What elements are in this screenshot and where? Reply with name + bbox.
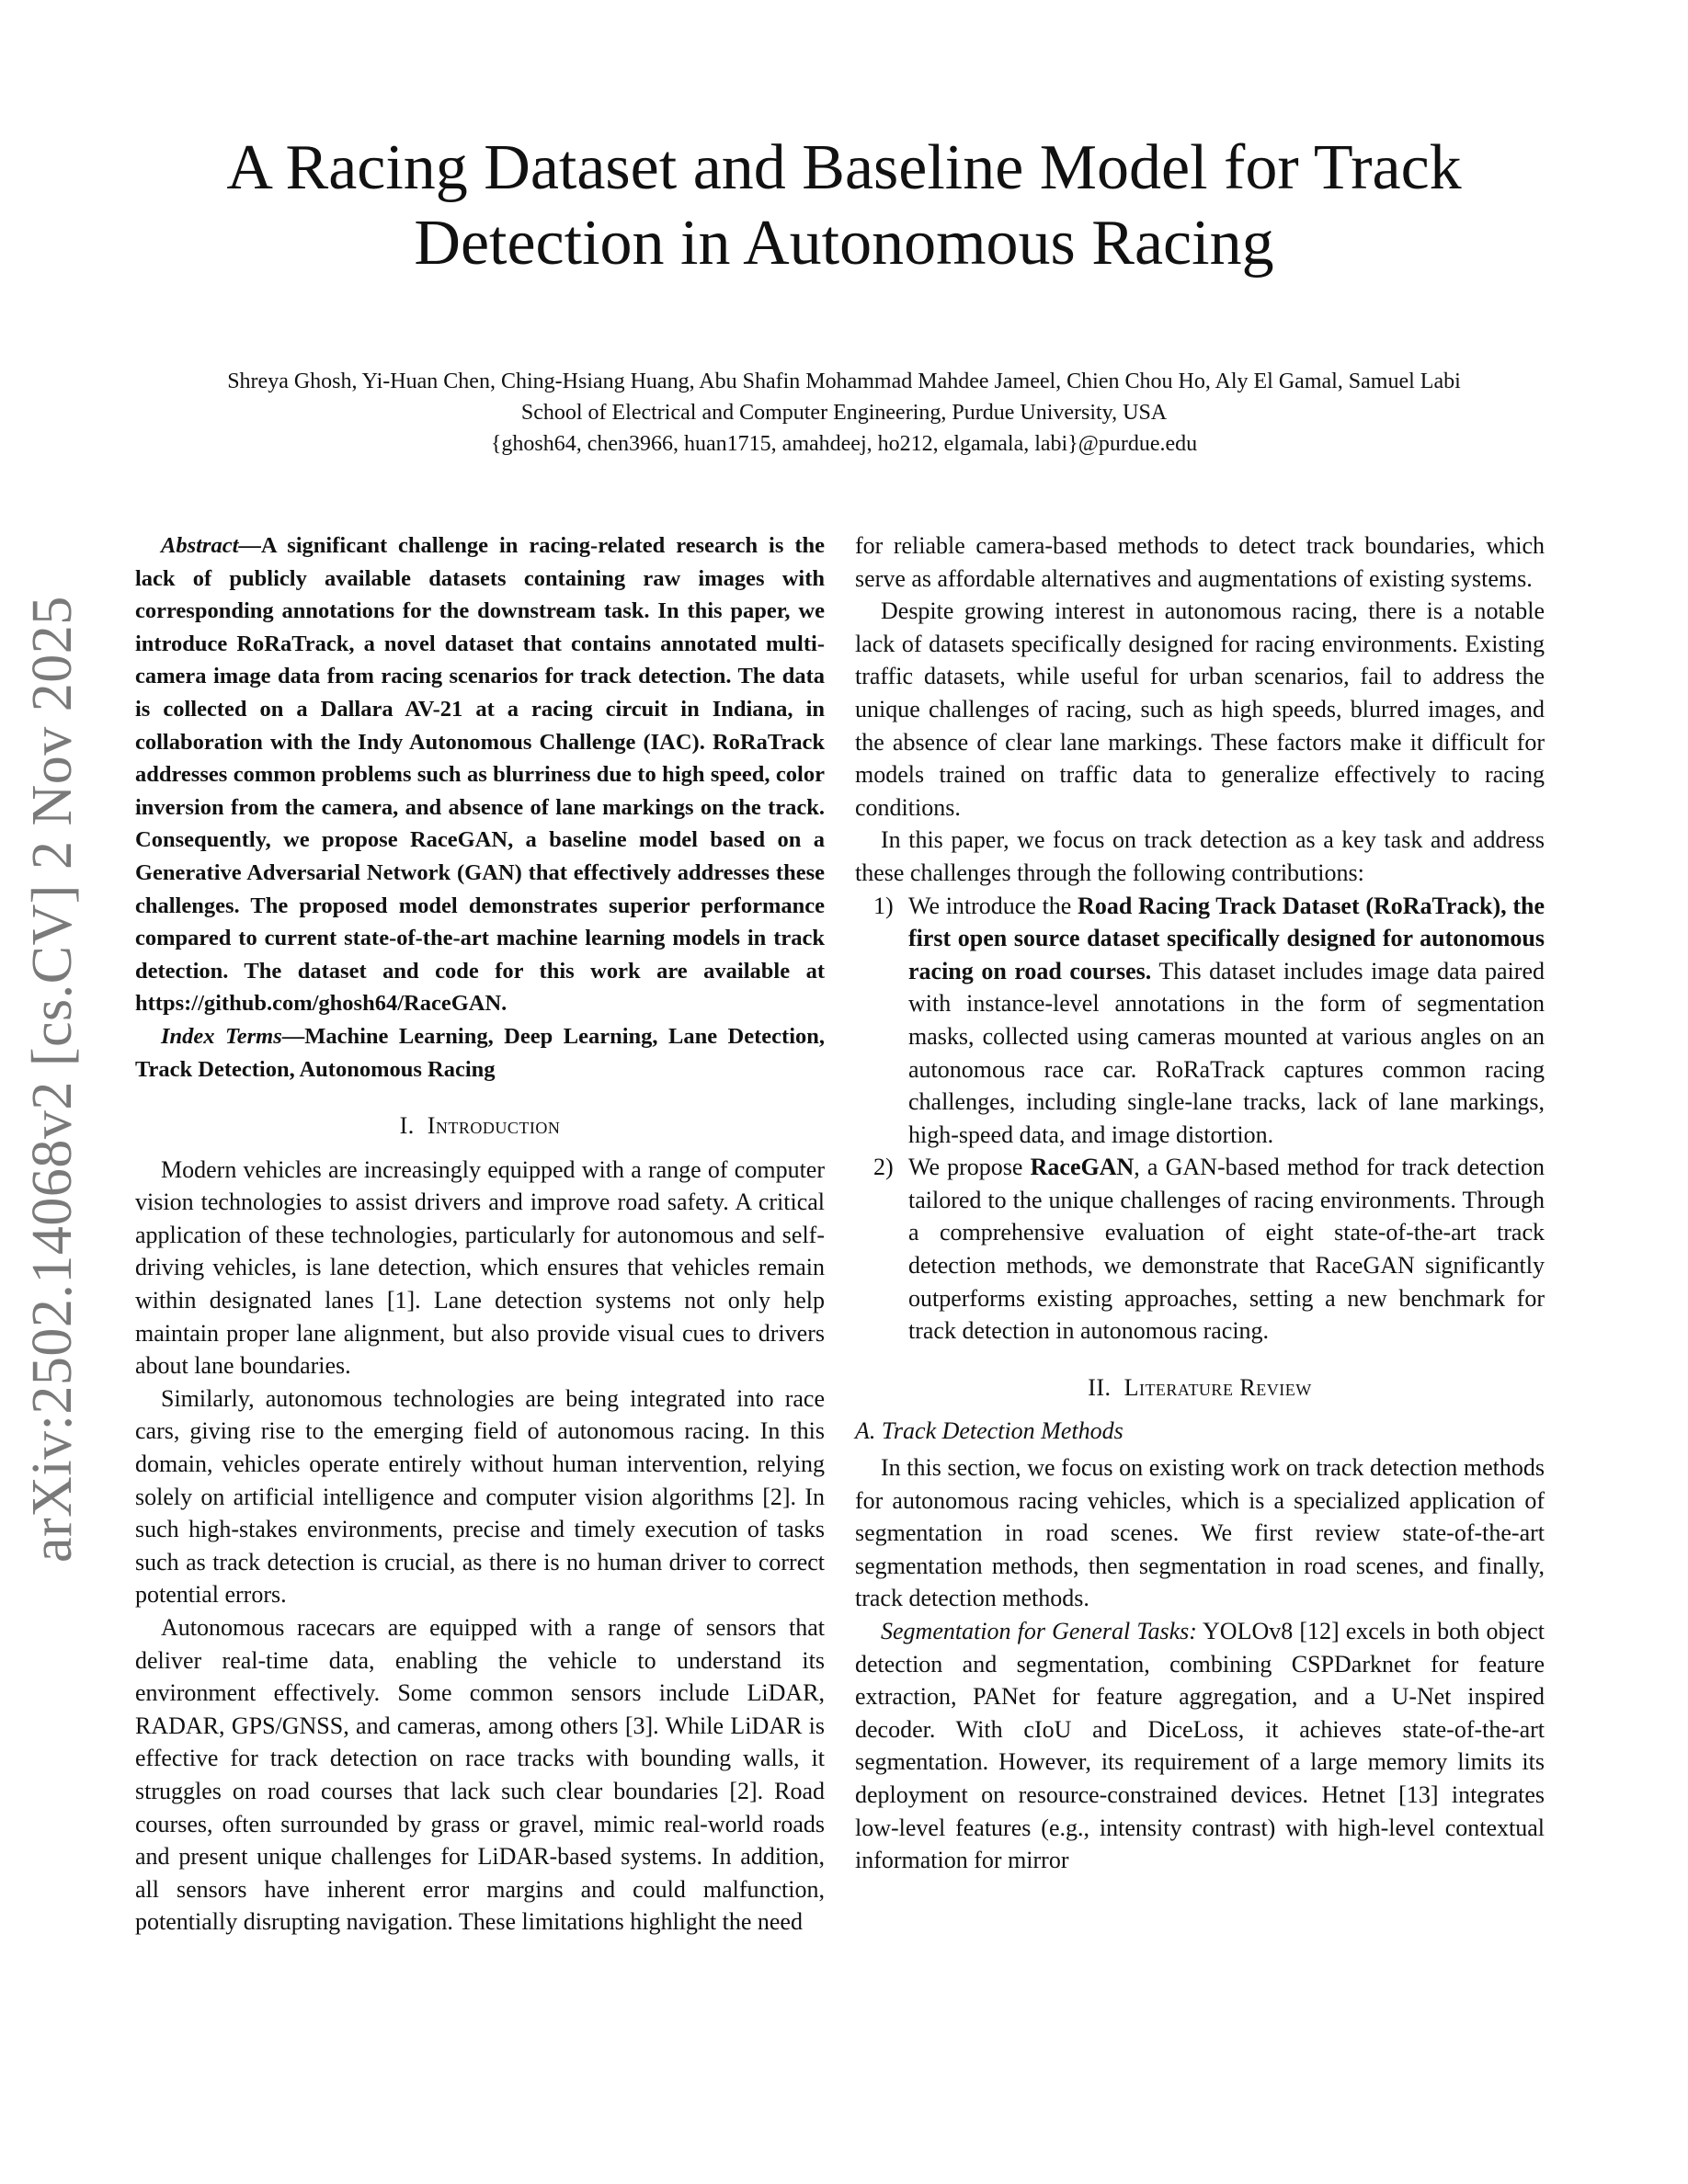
intro-paragraph-4: Despite growing interest in autonomous racing, there is a notable lack of datasets specifically designed for racing environments. Existing traffic datasets, while useful for urban scenarios, fail to address the unique challenges of racing, such as high speeds, blurred images, and the absence of clear lane markings. These factors make it difficult for models trained on traffic data to generalize effectively to racing conditions. (855, 597, 1545, 821)
intro-paragraph-1: Modern vehicles are increasingly equipped with a range of computer vision technologies to assist drivers and improve road safety. A critical application of these technologies, particularly for autonomous and self-driving vehicles, is lane detection, which ensures that vehicles remain within designated lanes [1]. Lane detection systems not only help maintain proper lane alignment, but also provide visual cues to drivers about lane boundaries. (135, 1155, 825, 1380)
contribution-text: We propose (908, 1154, 1031, 1181)
contribution-text: We introduce the (908, 892, 1078, 919)
section-number: I. (399, 1112, 415, 1140)
contribution-bold-text: RaceGAN (1030, 1154, 1135, 1181)
intro-paragraph-3-continued: for reliable camera-based methods to detect track boundaries, which serve as affordable alternatives and augmentations of existing systems. (855, 532, 1545, 592)
contributions-list (855, 890, 1545, 1348)
contribution-bold-text: Road Racing Track Dataset (RoRaTrack), the first open source dataset specifically designed for autonomous racing on road courses. (908, 892, 1545, 984)
author-emails: {ghosh64, chen3966, huan1715, amahdeej, ho212, elgamala, labi}@purdue.edu (490, 432, 1198, 456)
runin-heading: Segmentation for General Tasks: (881, 1618, 1197, 1644)
lit-paragraph-2 (855, 1615, 1545, 1877)
contribution-text: This dataset includes image data paired with instance-level annotations in the form of segmentation masks, collected using cameras mounted at various angles on an autonomous race car. RoRaTrack captures common racing challenges, including single-lane tracks, lack of lane markings, high-speed data, and image distortion. (908, 957, 1545, 1148)
section-title: Introduction (427, 1112, 561, 1140)
list-number: 1) (873, 892, 894, 919)
abstract (135, 529, 825, 1020)
intro-paragraph-2: Similarly, autonomous technologies are being integrated into race cars, giving rise to the emerging field of autonomous racing. In this domain, vehicles operate entirely without human intervention, relying solely on artificial intelligence and computer vision algorithms [2]. In such high-stakes environments, precise and timely execution of tasks such as track detection is crucial, as there is no human driver to correct potential errors. (135, 1384, 825, 1609)
author-affiliation: School of Electrical and Computer Engineering, Purdue University, USA (520, 401, 1168, 425)
right-column (855, 529, 1545, 1877)
paper-title-line-1: A Racing Dataset and Baseline Model for Track (226, 132, 1462, 203)
abstract-text: —A significant challenge in racing-related research is the lack of publicly available datasets containing raw images with corresponding annotations for the downstream task. In this paper, we introduce RoRaTrack, a novel dataset that contains annotated multi-camera image data from racing scenarios for track detection. The data is collected on a Dallara AV-21 at a racing circuit in Indiana, in collaboration with the Indy Autonomous Challenge (IAC). RoRaTrack addresses common problems such as blurriness due to high speed, color inversion from the camera, and absence of lane markings on the track. Consequently, we propose RaceGAN, a baseline model based on a Generative Adversarial Network (GAN) that effectively addresses these challenges. The proposed model demonstrates superior performance compared to current state-of-the-art machine learning models in track detection. The dataset and code for this work are available at https://github.com/ghosh64/RaceGAN. (135, 533, 825, 1017)
intro-paragraph-5: In this paper, we focus on track detection as a key task and address these challenges through the following contributions: (855, 826, 1545, 886)
contribution-item (855, 890, 1545, 1152)
author-block (0, 366, 1688, 460)
author-names: Shreya Ghosh, Yi-Huan Chen, Ching-Hsiang Huang, Abu Shafin Mohammad Mahdee Jameel, Chien Chou Ho, Aly El Gamal, Samuel Labi (227, 370, 1461, 393)
subsection-heading: A. Track Detection Methods (855, 1417, 1123, 1445)
arxiv-identifier-stamp: arXiv:2502.14068v2 [cs.CV] 2 Nov 2025 (21, 596, 84, 1563)
section-heading-literature-review (855, 1371, 1545, 1405)
section-heading-introduction (135, 1109, 825, 1143)
intro-paragraph-3: Autonomous racecars are equipped with a range of sensors that deliver real-time data, enabling the vehicle to understand its environment effectively. Some common sensors include LiDAR, RADAR, GPS/GNSS, and cameras, among others [3]. While LiDAR is effective for track detection on race tracks with bounding walls, it struggles on road courses that lack such clear boundaries [2]. Road courses, often surrounded by grass or gravel, mimic real-world roads and present unique challenges for LiDAR-based systems. In addition, all sensors have inherent error margins and could malfunction, potentially disrupting navigation. These limitations highlight the need (135, 1614, 825, 1936)
lit-paragraph-1: In this section, we focus on existing work on track detection methods for autonomous racing vehicles, which is a specialized application of segmentation in road scenes. We first review state-of-the-art segmentation methods, then segmentation in road scenes, and finally, track detection methods. (855, 1454, 1545, 1612)
index-terms-text: —Machine Learning, Deep Learning, Lane Detection, Track Detection, Autonomous Racing (135, 1023, 825, 1082)
contribution-item (855, 1151, 1545, 1348)
paper-title (0, 131, 1688, 281)
left-column (135, 529, 825, 1939)
index-terms-label: Index Terms (161, 1023, 282, 1049)
contribution-text: , a GAN-based method for track detection tailored to the unique challenges of racing environments. Through a comprehensive evaluation of eight state-of-the-art track detection methods, we demonstrate that RaceGAN significantly outperforms existing approaches, setting a new benchmark for track detection in autonomous racing. (908, 1154, 1545, 1345)
index-terms (135, 1020, 825, 1086)
section-number: II. (1088, 1373, 1112, 1401)
paper-title-line-2: Detection in Autonomous Racing (414, 208, 1274, 279)
section-title: Literature Review (1123, 1373, 1312, 1401)
abstract-label: Abstract (161, 533, 239, 558)
lit-paragraph-2-text: YOLOv8 [12] excels in both object detection and segmentation, combining CSPDarknet for feature extraction, PANet for feature aggregation, and a U-Net inspired decoder. With cIoU and DiceLoss, it achieves state-of-the-art segmentation. However, its requirement of a large memory limits its deployment on resource-constrained devices. Hetnet [13] integrates low-level features (e.g., intensity contrast) with high-level contextual information for mirror (855, 1618, 1545, 1874)
list-number: 2) (873, 1154, 894, 1181)
